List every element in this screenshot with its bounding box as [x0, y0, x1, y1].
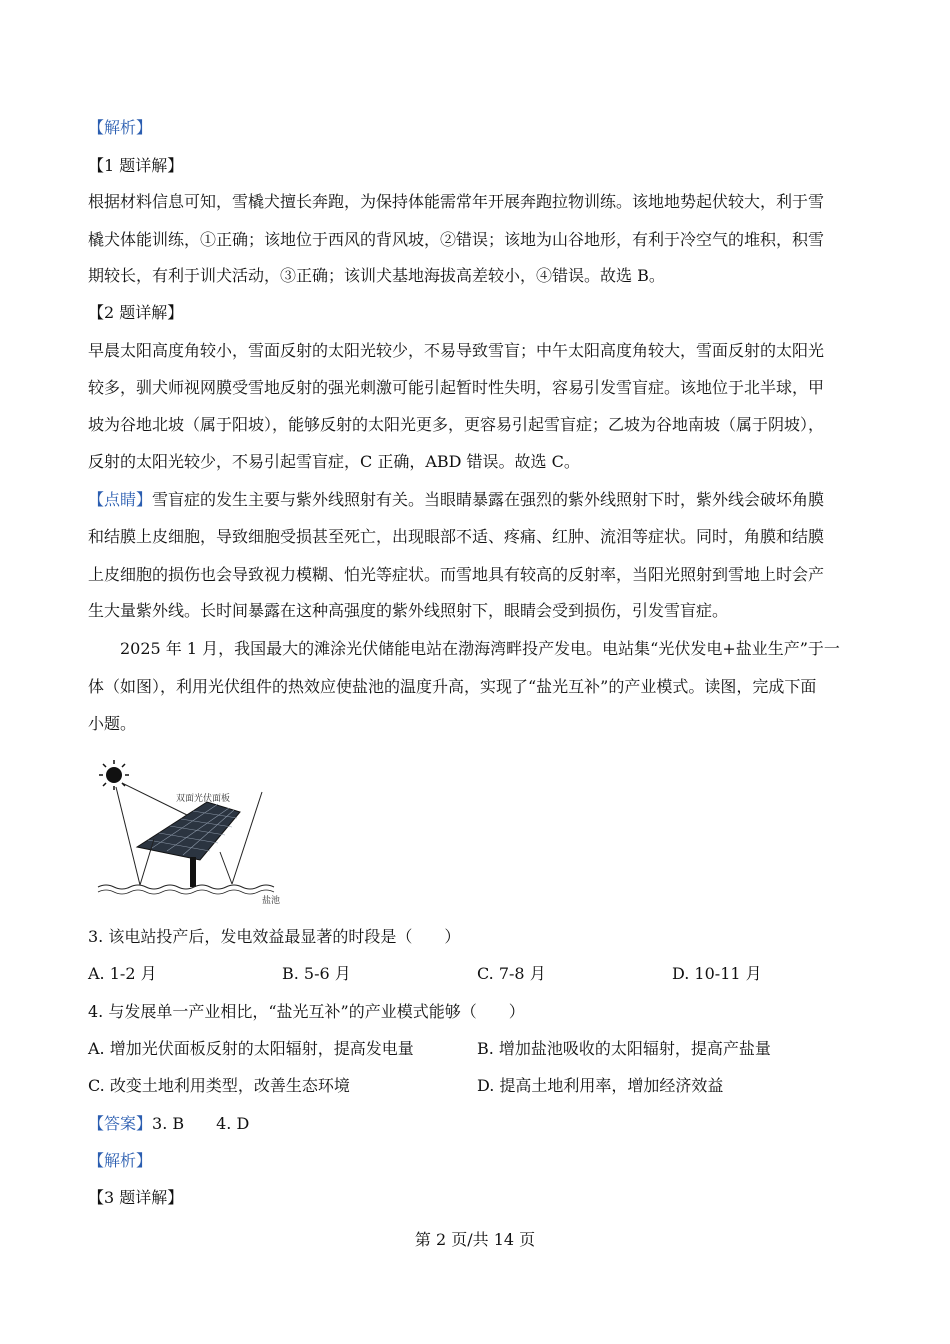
q2-text-line: 坡为谷地北坡（属于阳坡），能够反射的太阳光更多，更容易引起雪盲症；乙坡为谷地南坡（属于阴坡）， [88, 415, 825, 434]
q2-text-line: 早晨太阳高度角较小，雪面反射的太阳光较少，不易导致雪盲；中午太阳高度角较大，雪面反射的太阳光 [88, 341, 825, 360]
panel-label: 双面光伏面板 [176, 794, 231, 804]
q3-option-a: A. 1-2 月 [88, 964, 157, 983]
q2-text-line: 反射的太阳光较少，不易引起雪盲症，C 正确，ABD 错误。故选 C。 [88, 452, 580, 471]
sun-icon [99, 760, 129, 790]
salt-pool-label: 盐池 [262, 896, 281, 906]
q4-option-b: B. 增加盐池吸收的太阳辐射，提高产盐量 [477, 1039, 771, 1058]
material-text-line: 体（如图），利用光伏组件的热效应使盐池的温度升高，实现了“盐光互补”的产业模式。读图，完成下面 [88, 677, 817, 696]
page-number: 第 2 页/共 14 页 [414, 1230, 536, 1249]
key-point-text-line: 生大量紫外线。长时间暴露在这种高强度的紫外线照射下，眼睛会受到损伤，引发雪盲症。 [88, 601, 729, 620]
key-point-text-line: 和结膜上皮细胞，导致细胞受损甚至死亡，出现眼部不适、疼痛、红肿、流泪等症状。同时，角膜和结膜 [88, 527, 825, 546]
solar-panel-figure [92, 757, 282, 907]
analysis-label: 【解析】 [88, 118, 153, 137]
q1-text-line: 根据材料信息可知，雪橇犬擅长奔跑，为保持体能需常年开展奔跑拉物训练。该地地势起伏较大，利于雪 [88, 192, 825, 211]
q4-option-a: A. 增加光伏面板反射的太阳辐射，提高发电量 [88, 1039, 414, 1058]
q2-heading: 【2 题详解】 [88, 303, 184, 322]
key-point-text: 雪盲症的发生主要与紫外线照射有关。当眼睛暴露在强烈的紫外线照射下时，紫外线会破坏角膜 [152, 490, 825, 509]
material-text-line: 小题。 [88, 714, 137, 733]
key-point-label: 【点睛】 [88, 490, 153, 509]
q3-option-b: B. 5-6 月 [282, 964, 351, 983]
solar-panel-diagram [92, 757, 282, 907]
answer-line [88, 1114, 249, 1134]
q4-option-d: D. 提高土地利用率，增加经济效益 [477, 1076, 724, 1095]
q3-option-c: C. 7-8 月 [477, 964, 546, 983]
q4-option-c: C. 改变土地利用类型，改善生态环境 [88, 1076, 350, 1095]
answer-text: 3. B 4. D [152, 1114, 250, 1133]
key-point-paragraph [88, 490, 824, 510]
analysis-label: 【解析】 [88, 1151, 153, 1170]
key-point-text-line: 上皮细胞的损伤也会导致视力模糊、怕光等症状。而雪地具有较高的反射率，当阳光照射到雪地上时会产 [88, 565, 825, 584]
q1-text-line: 橇犬体能训练，①正确；该地位于西风的背风坡，②错误；该地为山谷地形，有利于冷空气的堆积，积雪 [88, 230, 825, 249]
q3-heading: 【3 题详解】 [88, 1188, 184, 1207]
q3-stem: 3. 该电站投产后，发电效益最显著的时段是（ ） [88, 927, 461, 946]
material-text-line: 2025 年 1 月，我国最大的滩涂光伏储能电站在渤海湾畔投产发电。电站集“光伏发电+盐业生产”于一 [120, 639, 840, 658]
q4-stem: 4. 与发展单一产业相比，“盐光互补”的产业模式能够（ ） [88, 1002, 525, 1021]
q3-option-d: D. 10-11 月 [672, 964, 762, 983]
q1-heading: 【1 题详解】 [88, 156, 184, 175]
q1-text-line: 期较长，有利于训犬活动，③正确；该训犬基地海拔高差较小，④错误。故选 B。 [88, 266, 665, 285]
q2-text-line: 较多，驯犬师视网膜受雪地反射的强光刺激可能引起暂时性失明，容易引发雪盲症。该地位于北半球，甲 [88, 378, 825, 397]
answer-label: 【答案】 [88, 1114, 153, 1133]
